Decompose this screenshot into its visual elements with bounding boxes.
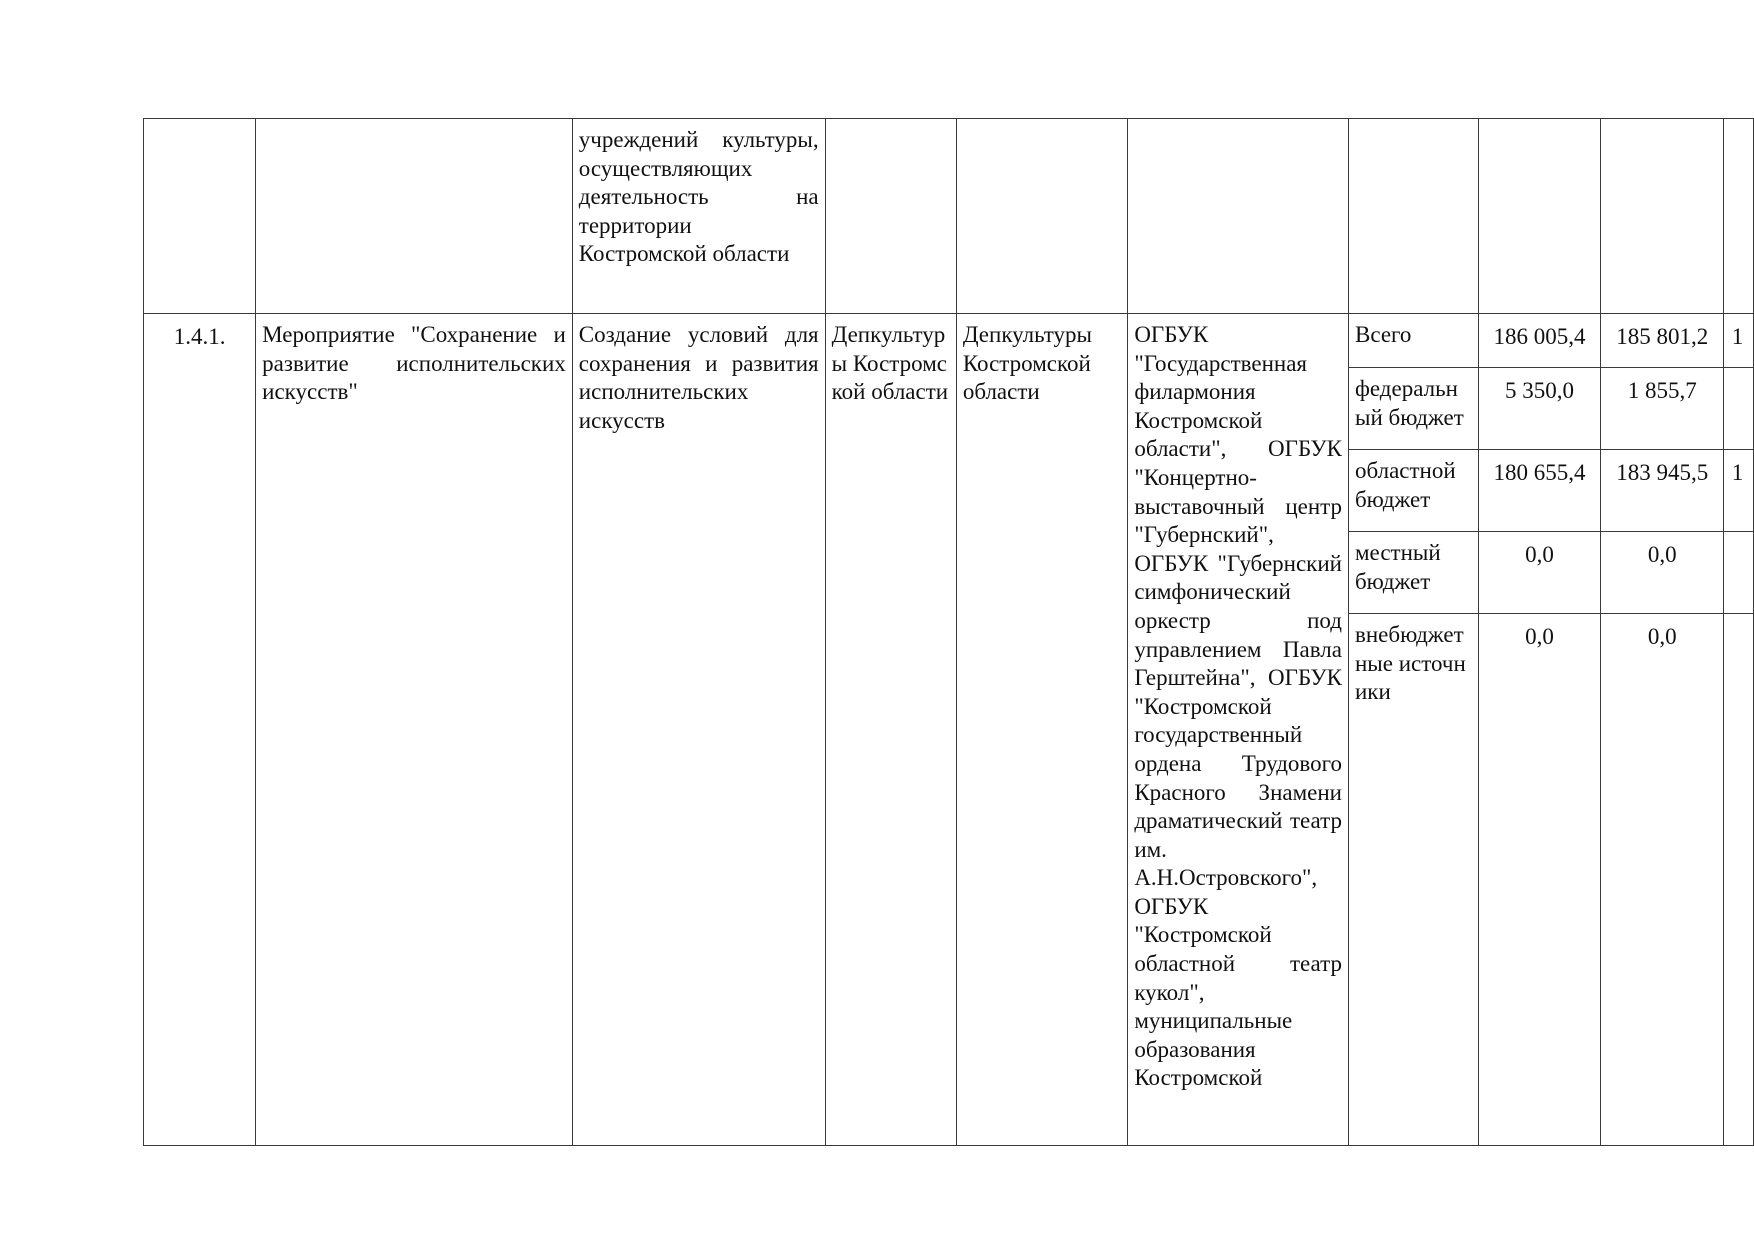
funding-source-total: Всего — [1348, 314, 1478, 368]
cell-empty — [1478, 119, 1601, 314]
measure-customer: Депкультуры Костромской области — [956, 314, 1127, 1146]
funding-extrabudget-y1: 0,0 — [1478, 614, 1601, 1146]
measure-row-total — [144, 314, 1754, 368]
measure-code: 1.4.1. — [144, 314, 256, 1146]
funding-extrabudget-y2: 0,0 — [1601, 614, 1724, 1146]
funding-federal-y2: 1 855,7 — [1601, 368, 1724, 450]
cell-empty — [1128, 119, 1349, 314]
funding-extrabudget-y3 — [1724, 614, 1754, 1146]
cell-empty — [1724, 119, 1754, 314]
measure-coordinator: Депкультуры Костромской области — [825, 314, 956, 1146]
continuation-goal-cell: учреждений культуры, осуществляющих деятельность на территории Костромской области — [572, 119, 825, 314]
program-table — [143, 118, 1754, 1146]
funding-source-local: местный бюджет — [1348, 532, 1478, 614]
cell-empty — [825, 119, 956, 314]
continuation-row — [144, 119, 1754, 314]
funding-local-y3 — [1724, 532, 1754, 614]
funding-source-extrabudget: внебюджетные источники — [1348, 614, 1478, 1146]
funding-local-y1: 0,0 — [1478, 532, 1601, 614]
funding-federal-y1: 5 350,0 — [1478, 368, 1601, 450]
cell-empty — [1601, 119, 1724, 314]
funding-total-y1: 186 005,4 — [1478, 314, 1601, 368]
funding-local-y2: 0,0 — [1601, 532, 1724, 614]
measure-executors: ОГБУК "Государственная филармония Костромской области", ОГБУК "Концертно-выставочный центр "Губернский", ОГБУК "Губернский симфонический оркестр под управлением Павла Герштейна", ОГБУК "Костромской государственный ордена Трудового Красного Знамени драматический театр им. А.Н.Островского", ОГБУК "Костромской областной театр кукол", муниципальные образования Костромской — [1128, 314, 1349, 1146]
cell-empty — [144, 119, 256, 314]
cell-empty — [956, 119, 1127, 314]
funding-source-regional: областной бюджет — [1348, 450, 1478, 532]
funding-total-y2: 185 801,2 — [1601, 314, 1724, 368]
measure-name: Мероприятие "Сохранение и развитие исполнительских искусств" — [256, 314, 573, 1146]
funding-total-y3: 1 — [1724, 314, 1754, 368]
funding-regional-y2: 183 945,5 — [1601, 450, 1724, 532]
funding-source-federal: федеральный бюджет — [1348, 368, 1478, 450]
funding-regional-y1: 180 655,4 — [1478, 450, 1601, 532]
measure-goal: Создание условий для сохранения и развития исполнительских искусств — [572, 314, 825, 1146]
funding-regional-y3: 1 — [1724, 450, 1754, 532]
funding-federal-y3 — [1724, 368, 1754, 450]
cell-empty — [1348, 119, 1478, 314]
cell-empty — [256, 119, 573, 314]
